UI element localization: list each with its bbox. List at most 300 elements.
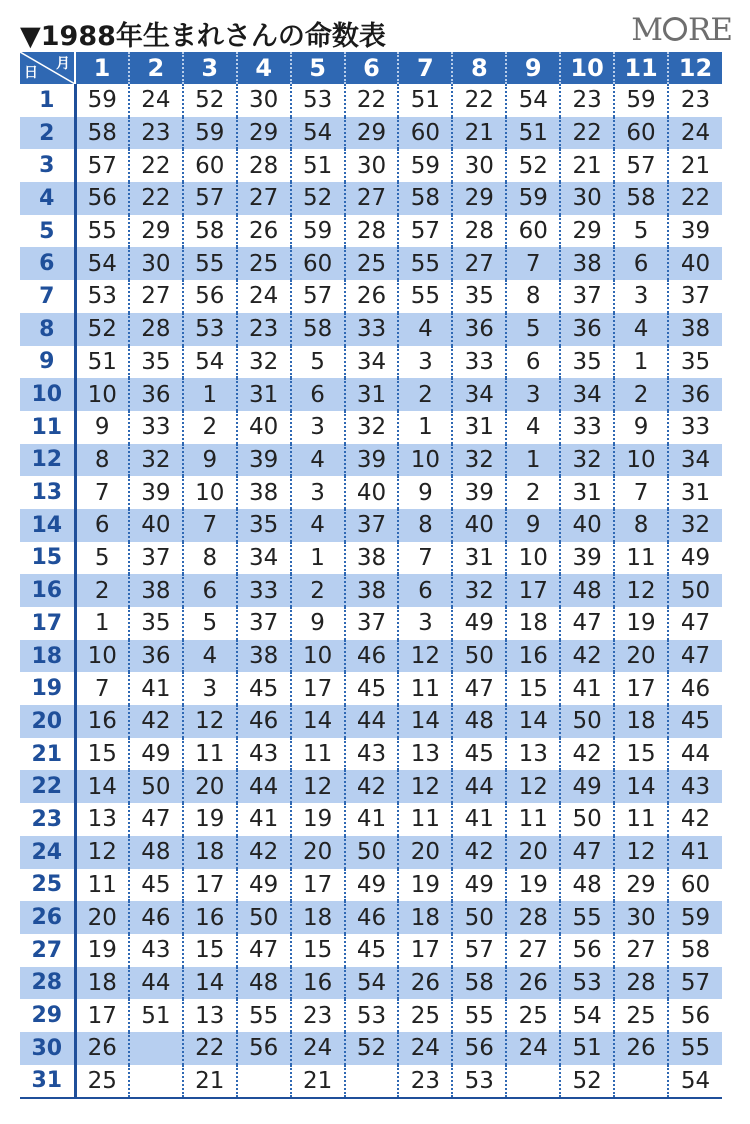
destiny-number-cell: 23 bbox=[680, 87, 711, 114]
destiny-number-cell: 12 bbox=[75, 836, 129, 869]
destiny-number-cell: 28 bbox=[452, 215, 506, 248]
destiny-number-cell: 2 bbox=[291, 574, 345, 607]
destiny-number-cell: 22 bbox=[560, 117, 614, 150]
destiny-number-cell: 26 bbox=[614, 1032, 668, 1065]
day-label: 30 bbox=[20, 1032, 75, 1065]
destiny-number-cell: 26 bbox=[398, 967, 452, 1000]
destiny-number-cell: 48 bbox=[560, 574, 614, 607]
destiny-number-cell: 42 bbox=[237, 836, 291, 869]
destiny-number-cell: 39 bbox=[680, 218, 711, 245]
destiny-number-cell: 20 bbox=[75, 901, 129, 934]
destiny-number-cell: 2 bbox=[398, 378, 452, 411]
destiny-number-cell: 29 bbox=[452, 182, 506, 215]
destiny-number-cell: 4 bbox=[183, 640, 237, 673]
day-label: 11 bbox=[20, 411, 75, 444]
table-row bbox=[20, 280, 722, 313]
table-row bbox=[20, 84, 722, 117]
destiny-number-cell: 20 bbox=[291, 836, 345, 869]
destiny-number-cell: 54 bbox=[183, 346, 237, 379]
table-row bbox=[20, 705, 722, 738]
destiny-number-cell: 15 bbox=[506, 672, 560, 705]
destiny-number-cell: 60 bbox=[183, 149, 237, 182]
destiny-number-cell: 53 bbox=[345, 999, 399, 1032]
destiny-number-cell: 53 bbox=[452, 1065, 506, 1099]
destiny-number-cell: 57 bbox=[75, 149, 129, 182]
destiny-number-cell: 40 bbox=[560, 509, 614, 542]
destiny-number-cell: 18 bbox=[75, 967, 129, 1000]
destiny-number-cell: 19 bbox=[75, 934, 129, 967]
destiny-number-cell: 31 bbox=[560, 476, 614, 509]
destiny-number-cell: 59 bbox=[75, 84, 129, 117]
destiny-number-cell: 6 bbox=[75, 509, 129, 542]
destiny-number-cell: 7 bbox=[398, 542, 452, 575]
table-row bbox=[20, 607, 722, 640]
destiny-number-cell: 9 bbox=[506, 509, 560, 542]
destiny-number-cell: 24 bbox=[668, 117, 722, 150]
table-row bbox=[20, 1032, 722, 1065]
destiny-number-cell: 3 bbox=[398, 346, 452, 379]
destiny-number-cell: 12 bbox=[183, 705, 237, 738]
destiny-number-cell: 46 bbox=[129, 901, 183, 934]
destiny-number-cell: 39 bbox=[129, 476, 183, 509]
destiny-number-cell: 6 bbox=[614, 247, 668, 280]
destiny-number-cell: 33 bbox=[237, 574, 291, 607]
destiny-number-cell: 8 bbox=[183, 542, 237, 575]
destiny-number-cell: 14 bbox=[506, 705, 560, 738]
table-row bbox=[20, 934, 722, 967]
destiny-number-cell: 11 bbox=[398, 672, 452, 705]
destiny-number-cell: 22 bbox=[129, 182, 183, 215]
destiny-number-cell: 58 bbox=[398, 182, 452, 215]
destiny-number-cell: 53 bbox=[291, 84, 345, 117]
day-label: 12 bbox=[20, 444, 75, 477]
destiny-number-cell: 17 bbox=[614, 672, 668, 705]
month-header-1: 1 bbox=[75, 52, 129, 84]
destiny-number-cell: 9 bbox=[398, 476, 452, 509]
table-row bbox=[20, 672, 722, 705]
destiny-number-cell: 22 bbox=[668, 182, 722, 215]
month-header-12: 12 bbox=[668, 52, 722, 84]
destiny-number-cell: 14 bbox=[291, 705, 345, 738]
month-header-10: 10 bbox=[560, 52, 614, 84]
table-row bbox=[20, 836, 722, 869]
destiny-number-cell: 9 bbox=[183, 444, 237, 477]
destiny-number-cell: 21 bbox=[560, 149, 614, 182]
destiny-number-cell: 56 bbox=[680, 1002, 711, 1029]
destiny-number-cell: 50 bbox=[668, 574, 722, 607]
destiny-number-cell: 21 bbox=[183, 1065, 237, 1099]
destiny-number-cell: 43 bbox=[668, 770, 722, 803]
month-header-7: 7 bbox=[398, 52, 452, 84]
destiny-number-cell: 40 bbox=[129, 509, 183, 542]
destiny-number-cell: 4 bbox=[291, 509, 345, 542]
destiny-number-cell: 42 bbox=[680, 806, 711, 833]
destiny-number-cell: 19 bbox=[506, 869, 560, 902]
destiny-number-cell: 39 bbox=[237, 444, 291, 477]
destiny-number-cell: 32 bbox=[237, 346, 291, 379]
destiny-number-cell: 38 bbox=[345, 542, 399, 575]
destiny-number-cell: 45 bbox=[668, 705, 722, 738]
day-label: 1 bbox=[20, 84, 75, 117]
destiny-number-cell: 57 bbox=[452, 934, 506, 967]
destiny-number-cell: 10 bbox=[75, 378, 129, 411]
destiny-number-cell: 10 bbox=[506, 542, 560, 575]
destiny-number-cell: 6 bbox=[398, 574, 452, 607]
destiny-number-cell: 3 bbox=[291, 476, 345, 509]
destiny-number-cell: 3 bbox=[398, 607, 452, 640]
day-label: 29 bbox=[20, 999, 75, 1032]
table-row bbox=[20, 117, 722, 150]
destiny-number-cell: 50 bbox=[452, 640, 506, 673]
destiny-number-cell bbox=[237, 1065, 291, 1099]
destiny-number-cell: 4 bbox=[614, 313, 668, 346]
destiny-number-cell: 56 bbox=[75, 182, 129, 215]
destiny-number-cell: 46 bbox=[345, 901, 399, 934]
destiny-number-cell: 39 bbox=[345, 444, 399, 477]
destiny-number-cell: 47 bbox=[129, 803, 183, 836]
day-label: 15 bbox=[20, 542, 75, 575]
destiny-number-cell: 34 bbox=[345, 346, 399, 379]
destiny-number-cell: 19 bbox=[398, 869, 452, 902]
destiny-number-cell: 26 bbox=[75, 1032, 129, 1065]
destiny-number-cell: 30 bbox=[129, 247, 183, 280]
destiny-number-cell: 42 bbox=[452, 836, 506, 869]
destiny-number-cell: 23 bbox=[237, 313, 291, 346]
destiny-number-cell: 49 bbox=[129, 738, 183, 771]
destiny-number-cell: 11 bbox=[75, 869, 129, 902]
destiny-number-cell: 25 bbox=[75, 1065, 129, 1099]
destiny-number-cell: 38 bbox=[129, 574, 183, 607]
destiny-number-cell: 59 bbox=[614, 84, 668, 117]
destiny-number-cell: 36 bbox=[452, 313, 506, 346]
destiny-number-cell: 16 bbox=[75, 705, 129, 738]
table-body bbox=[20, 84, 722, 1098]
destiny-number-cell: 33 bbox=[452, 346, 506, 379]
destiny-number-cell: 31 bbox=[680, 479, 711, 506]
table-row bbox=[20, 574, 722, 607]
more-logo bbox=[631, 12, 732, 48]
destiny-number-cell: 2 bbox=[614, 378, 668, 411]
day-label: 18 bbox=[20, 640, 75, 673]
destiny-number-cell: 44 bbox=[680, 741, 711, 768]
table-row bbox=[20, 640, 722, 673]
destiny-number-cell: 20 bbox=[398, 836, 452, 869]
destiny-number-cell: 32 bbox=[129, 444, 183, 477]
destiny-number-cell: 17 bbox=[506, 574, 560, 607]
destiny-number-cell: 47 bbox=[560, 607, 614, 640]
destiny-number-cell: 27 bbox=[452, 247, 506, 280]
destiny-number-cell: 43 bbox=[129, 934, 183, 967]
destiny-number-cell: 47 bbox=[452, 672, 506, 705]
destiny-number-cell: 59 bbox=[291, 215, 345, 248]
destiny-number-cell: 32 bbox=[668, 509, 722, 542]
destiny-number-cell: 40 bbox=[452, 509, 506, 542]
destiny-number-cell: 45 bbox=[452, 738, 506, 771]
destiny-number-cell: 26 bbox=[506, 967, 560, 1000]
destiny-number-cell: 49 bbox=[452, 869, 506, 902]
destiny-number-cell: 7 bbox=[75, 476, 129, 509]
destiny-number-cell: 51 bbox=[291, 149, 345, 182]
destiny-number-cell: 4 bbox=[291, 444, 345, 477]
destiny-number-cell: 5 bbox=[291, 346, 345, 379]
day-label: 14 bbox=[20, 509, 75, 542]
destiny-number-cell: 58 bbox=[291, 313, 345, 346]
destiny-number-cell: 41 bbox=[560, 672, 614, 705]
destiny-number-cell: 34 bbox=[237, 542, 291, 575]
destiny-number-cell: 22 bbox=[452, 84, 506, 117]
destiny-number-cell: 7 bbox=[506, 247, 560, 280]
destiny-number-cell: 14 bbox=[398, 705, 452, 738]
destiny-number-cell: 40 bbox=[345, 476, 399, 509]
destiny-number-cell: 1 bbox=[291, 542, 345, 575]
destiny-number-cell: 10 bbox=[291, 640, 345, 673]
table-row bbox=[20, 247, 722, 280]
destiny-number-cell: 10 bbox=[75, 640, 129, 673]
destiny-number-cell: 51 bbox=[506, 117, 560, 150]
month-header-3: 3 bbox=[183, 52, 237, 84]
destiny-number-cell: 52 bbox=[183, 84, 237, 117]
month-header-6: 6 bbox=[345, 52, 399, 84]
destiny-number-cell: 43 bbox=[237, 738, 291, 771]
table-row bbox=[20, 444, 722, 477]
destiny-number-cell: 51 bbox=[560, 1032, 614, 1065]
destiny-number-cell: 60 bbox=[398, 117, 452, 150]
destiny-number-cell: 58 bbox=[452, 967, 506, 1000]
destiny-number-cell: 57 bbox=[291, 280, 345, 313]
destiny-number-cell: 33 bbox=[680, 414, 711, 441]
destiny-number-cell: 57 bbox=[614, 149, 668, 182]
destiny-number-cell: 1 bbox=[75, 607, 129, 640]
destiny-number-cell: 27 bbox=[506, 934, 560, 967]
destiny-number-cell: 9 bbox=[614, 411, 668, 444]
destiny-number-cell: 12 bbox=[398, 640, 452, 673]
destiny-number-cell: 31 bbox=[345, 378, 399, 411]
destiny-number-cell: 5 bbox=[183, 607, 237, 640]
destiny-number-cell: 17 bbox=[183, 869, 237, 902]
destiny-number-cell: 37 bbox=[345, 607, 399, 640]
destiny-number-cell: 15 bbox=[75, 738, 129, 771]
destiny-number-cell: 34 bbox=[560, 378, 614, 411]
corner-month-label: 月 bbox=[56, 56, 71, 72]
day-label: 7 bbox=[20, 280, 75, 313]
destiny-number-cell: 50 bbox=[452, 901, 506, 934]
destiny-number-cell: 30 bbox=[452, 149, 506, 182]
destiny-number-cell: 60 bbox=[291, 247, 345, 280]
day-label: 13 bbox=[20, 476, 75, 509]
destiny-number-cell: 59 bbox=[668, 901, 722, 934]
destiny-number-cell bbox=[506, 1065, 560, 1099]
destiny-number-cell: 60 bbox=[506, 215, 560, 248]
destiny-number-cell: 49 bbox=[680, 544, 711, 571]
destiny-number-cell: 54 bbox=[345, 967, 399, 1000]
destiny-number-cell bbox=[129, 1065, 183, 1099]
destiny-number-cell: 20 bbox=[614, 640, 668, 673]
destiny-number-cell: 23 bbox=[129, 117, 183, 150]
day-label: 16 bbox=[20, 574, 75, 607]
destiny-number-cell: 15 bbox=[183, 934, 237, 967]
destiny-number-cell: 24 bbox=[506, 1032, 560, 1065]
destiny-number-cell: 25 bbox=[345, 247, 399, 280]
destiny-number-cell: 4 bbox=[506, 411, 560, 444]
destiny-number-cell: 11 bbox=[614, 803, 668, 836]
destiny-number-cell: 9 bbox=[291, 607, 345, 640]
table-row bbox=[20, 378, 722, 411]
destiny-number-cell: 36 bbox=[668, 378, 722, 411]
destiny-number-cell: 50 bbox=[345, 836, 399, 869]
destiny-number-cell: 28 bbox=[237, 149, 291, 182]
destiny-number-cell: 30 bbox=[345, 149, 399, 182]
destiny-number-cell: 36 bbox=[129, 640, 183, 673]
destiny-number-cell: 6 bbox=[291, 378, 345, 411]
destiny-number-cell: 47 bbox=[680, 610, 711, 637]
destiny-number-cell: 48 bbox=[237, 967, 291, 1000]
destiny-number-cell: 54 bbox=[291, 117, 345, 150]
destiny-number-cell: 59 bbox=[183, 117, 237, 150]
destiny-number-cell: 11 bbox=[398, 803, 452, 836]
destiny-number-table bbox=[20, 52, 722, 1099]
destiny-number-cell: 51 bbox=[129, 999, 183, 1032]
destiny-number-cell: 37 bbox=[237, 607, 291, 640]
destiny-number-cell: 52 bbox=[291, 182, 345, 215]
destiny-number-cell bbox=[345, 1065, 399, 1099]
day-label: 24 bbox=[20, 836, 75, 869]
destiny-number-cell: 1 bbox=[183, 378, 237, 411]
destiny-number-cell: 47 bbox=[668, 640, 722, 673]
day-label: 3 bbox=[20, 149, 75, 182]
destiny-number-cell: 54 bbox=[75, 247, 129, 280]
destiny-number-cell: 23 bbox=[560, 84, 614, 117]
day-label: 6 bbox=[20, 247, 75, 280]
destiny-number-cell: 25 bbox=[506, 999, 560, 1032]
destiny-number-cell: 56 bbox=[237, 1032, 291, 1065]
month-header-4: 4 bbox=[237, 52, 291, 84]
destiny-number-cell: 39 bbox=[452, 476, 506, 509]
destiny-number-cell: 45 bbox=[345, 934, 399, 967]
destiny-number-cell: 50 bbox=[560, 705, 614, 738]
destiny-number-cell: 55 bbox=[668, 1032, 722, 1065]
day-label: 2 bbox=[20, 117, 75, 150]
destiny-number-cell: 13 bbox=[506, 738, 560, 771]
destiny-number-cell: 60 bbox=[680, 871, 711, 898]
destiny-number-cell: 8 bbox=[75, 444, 129, 477]
month-header-row bbox=[20, 52, 722, 84]
destiny-number-cell: 45 bbox=[345, 672, 399, 705]
destiny-number-cell: 21 bbox=[680, 152, 711, 179]
destiny-number-cell: 20 bbox=[183, 770, 237, 803]
destiny-number-cell: 18 bbox=[506, 607, 560, 640]
destiny-number-cell: 8 bbox=[614, 509, 668, 542]
destiny-number-cell: 15 bbox=[291, 934, 345, 967]
destiny-number-cell: 6 bbox=[183, 574, 237, 607]
table-row bbox=[20, 803, 722, 836]
destiny-number-cell: 47 bbox=[237, 934, 291, 967]
destiny-number-cell: 44 bbox=[345, 705, 399, 738]
month-header-9: 9 bbox=[506, 52, 560, 84]
destiny-number-cell: 30 bbox=[614, 901, 668, 934]
destiny-number-cell: 5 bbox=[506, 313, 560, 346]
destiny-number-cell: 49 bbox=[452, 607, 506, 640]
destiny-number-cell: 41 bbox=[345, 803, 399, 836]
destiny-number-cell: 52 bbox=[75, 313, 129, 346]
destiny-number-cell: 24 bbox=[398, 1032, 452, 1065]
day-label: 20 bbox=[20, 705, 75, 738]
destiny-number-cell: 11 bbox=[614, 542, 668, 575]
destiny-number-cell: 41 bbox=[452, 803, 506, 836]
destiny-number-cell: 52 bbox=[345, 1032, 399, 1065]
destiny-number-cell: 15 bbox=[614, 738, 668, 771]
destiny-number-cell: 55 bbox=[452, 999, 506, 1032]
destiny-number-cell: 22 bbox=[345, 84, 399, 117]
destiny-number-cell: 3 bbox=[506, 378, 560, 411]
destiny-number-cell: 12 bbox=[398, 770, 452, 803]
destiny-number-cell: 13 bbox=[75, 803, 129, 836]
table-row bbox=[20, 509, 722, 542]
destiny-number-cell: 51 bbox=[398, 84, 452, 117]
destiny-number-cell: 55 bbox=[237, 999, 291, 1032]
destiny-number-cell: 36 bbox=[129, 378, 183, 411]
destiny-number-cell: 33 bbox=[129, 411, 183, 444]
destiny-number-cell: 2 bbox=[183, 411, 237, 444]
destiny-number-cell: 45 bbox=[129, 869, 183, 902]
destiny-number-cell: 30 bbox=[237, 84, 291, 117]
destiny-number-cell: 46 bbox=[345, 640, 399, 673]
destiny-number-cell: 12 bbox=[291, 770, 345, 803]
destiny-number-cell: 46 bbox=[237, 705, 291, 738]
destiny-number-cell: 10 bbox=[183, 476, 237, 509]
destiny-number-cell: 42 bbox=[560, 640, 614, 673]
destiny-number-cell: 1 bbox=[614, 346, 668, 379]
destiny-number-cell: 55 bbox=[75, 215, 129, 248]
table-row bbox=[20, 869, 722, 902]
destiny-number-cell: 35 bbox=[237, 509, 291, 542]
destiny-number-cell: 19 bbox=[183, 803, 237, 836]
destiny-number-cell: 32 bbox=[452, 444, 506, 477]
destiny-number-cell: 55 bbox=[183, 247, 237, 280]
destiny-number-cell: 42 bbox=[560, 738, 614, 771]
destiny-number-cell: 40 bbox=[237, 411, 291, 444]
destiny-number-cell: 14 bbox=[614, 770, 668, 803]
day-label: 8 bbox=[20, 313, 75, 346]
destiny-number-cell: 54 bbox=[560, 999, 614, 1032]
day-label: 23 bbox=[20, 803, 75, 836]
destiny-number-cell: 16 bbox=[506, 640, 560, 673]
destiny-number-cell: 53 bbox=[75, 280, 129, 313]
destiny-number-cell: 51 bbox=[75, 346, 129, 379]
destiny-number-cell: 33 bbox=[560, 411, 614, 444]
destiny-number-cell: 57 bbox=[668, 967, 722, 1000]
header bbox=[0, 0, 750, 52]
destiny-number-cell: 53 bbox=[560, 967, 614, 1000]
table-row bbox=[20, 411, 722, 444]
destiny-number-cell: 7 bbox=[614, 476, 668, 509]
destiny-number-cell: 49 bbox=[345, 869, 399, 902]
day-label: 19 bbox=[20, 672, 75, 705]
destiny-number-cell: 50 bbox=[237, 901, 291, 934]
destiny-number-cell: 41 bbox=[237, 803, 291, 836]
destiny-number-cell: 22 bbox=[183, 1032, 237, 1065]
destiny-number-cell: 35 bbox=[452, 280, 506, 313]
destiny-number-cell: 32 bbox=[452, 574, 506, 607]
table-row bbox=[20, 738, 722, 771]
day-label: 22 bbox=[20, 770, 75, 803]
destiny-number-cell: 13 bbox=[398, 738, 452, 771]
destiny-number-cell: 49 bbox=[560, 770, 614, 803]
destiny-number-cell: 50 bbox=[560, 803, 614, 836]
destiny-number-cell: 35 bbox=[129, 607, 183, 640]
destiny-number-cell: 31 bbox=[452, 542, 506, 575]
table-row bbox=[20, 770, 722, 803]
destiny-number-cell: 27 bbox=[237, 182, 291, 215]
